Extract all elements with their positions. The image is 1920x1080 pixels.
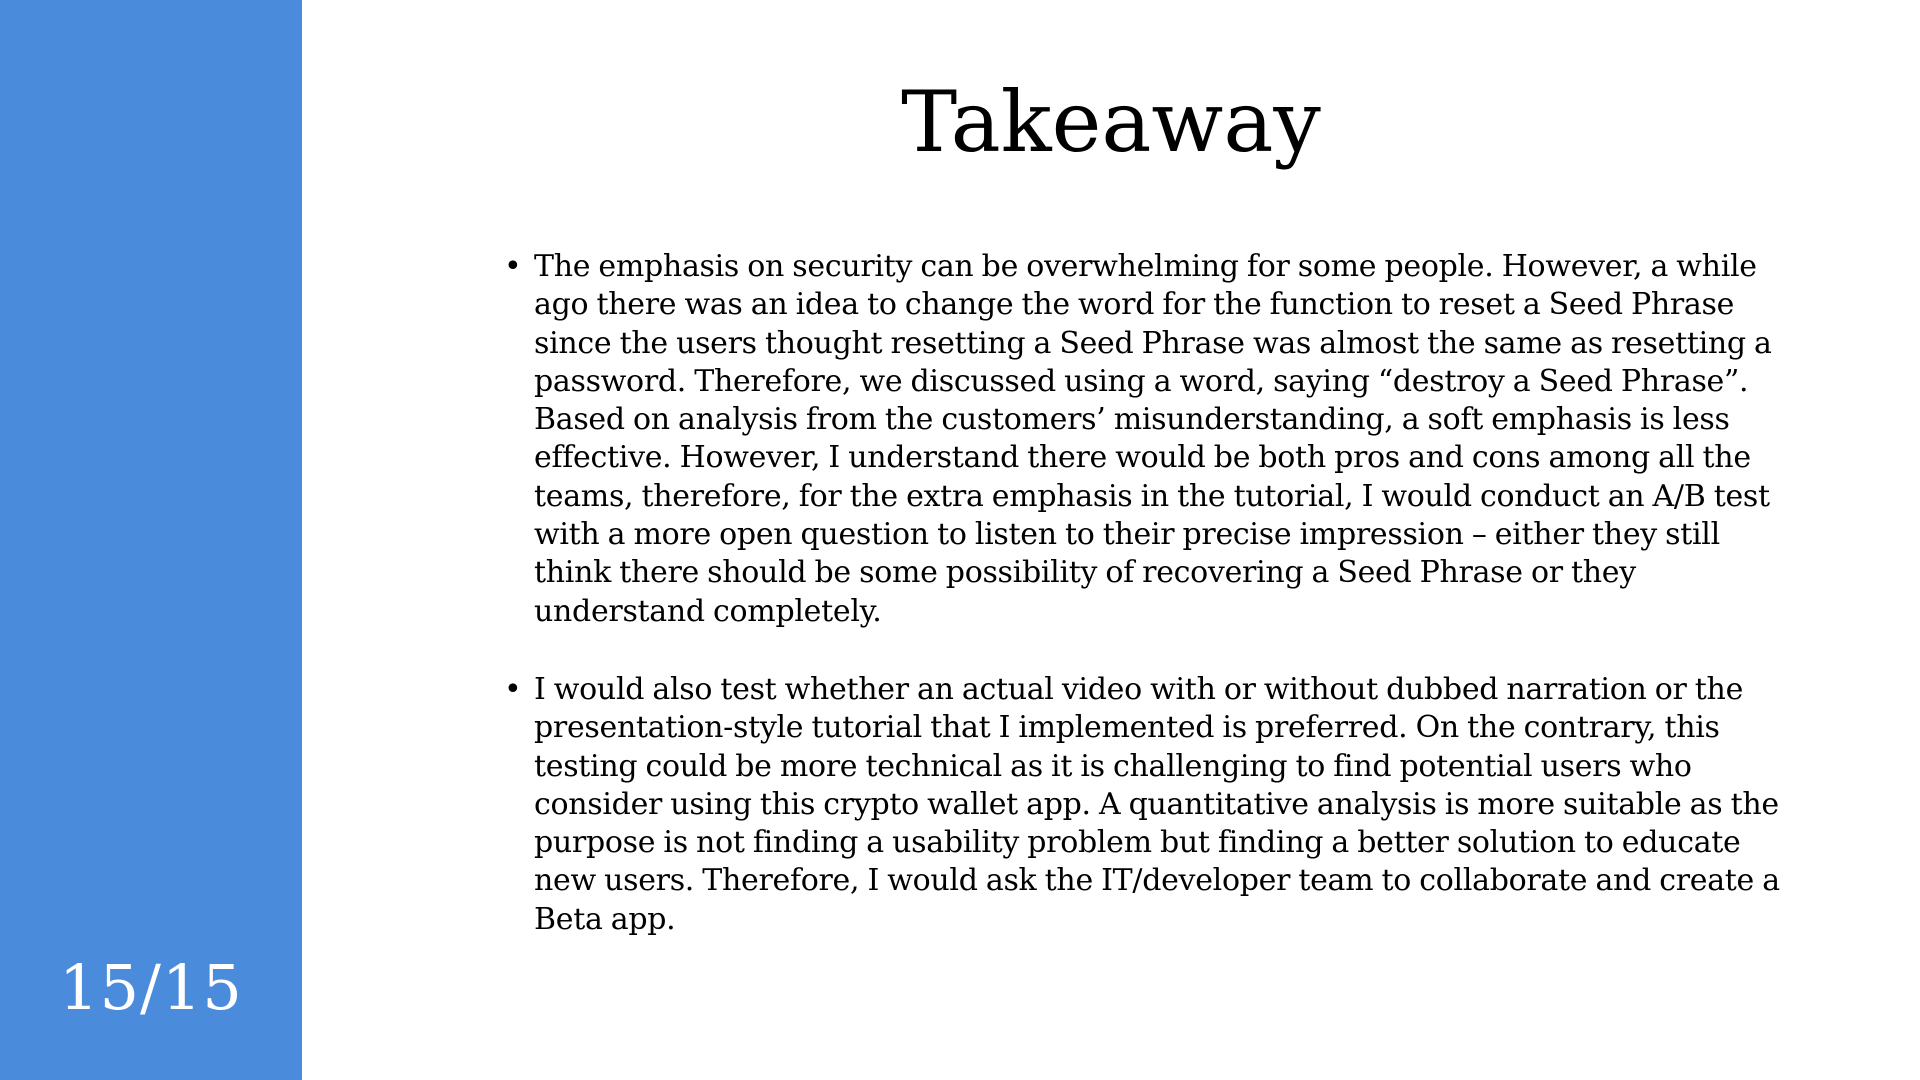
bullet-text: The emphasis on security can be overwhelming for some people. However, a while ago there was an idea to change the word for the function to reset a Seed Phrase since the users thought resetting a Seed Phrase was almost the same as resetting a password. Therefore, we discussed using a word, saying “destroy a Seed Phrase”. Based on analysis from the customers’ misunderstanding, a soft emphasis is less effective. However, I understand there would be both pros and cons among all the teams, therefore, for the extra emphasis in the tutorial, I would conduct an A/B test with a more open question to listen to their precise impression – either they still think there should be some possibility of recovering a Seed Phrase or they understand completely. — [534, 249, 1772, 629]
bullet-icon: • — [504, 671, 522, 707]
slide-title: Takeaway — [901, 73, 1321, 171]
page-number: 15/15 — [59, 951, 243, 1024]
bullet-item — [500, 248, 1780, 631]
bullet-item — [500, 671, 1780, 939]
bullet-list — [500, 248, 1780, 979]
bullet-icon: • — [504, 249, 522, 284]
sidebar-panel — [0, 0, 302, 1080]
bullet-text: I would also test whether an actual video with or without dubbed narration or the presentation-style tutorial that I implemented is preferred. On the contrary, this testing could be more technical as it is challenging to find potential users who consider using this crypto wallet app. A quantitative analysis is more suitable as the purpose is not finding a usability problem but finding a better solution to educate new users. Therefore, I would ask the IT/developer team to collaborate and create a Beta app. — [534, 671, 1780, 937]
